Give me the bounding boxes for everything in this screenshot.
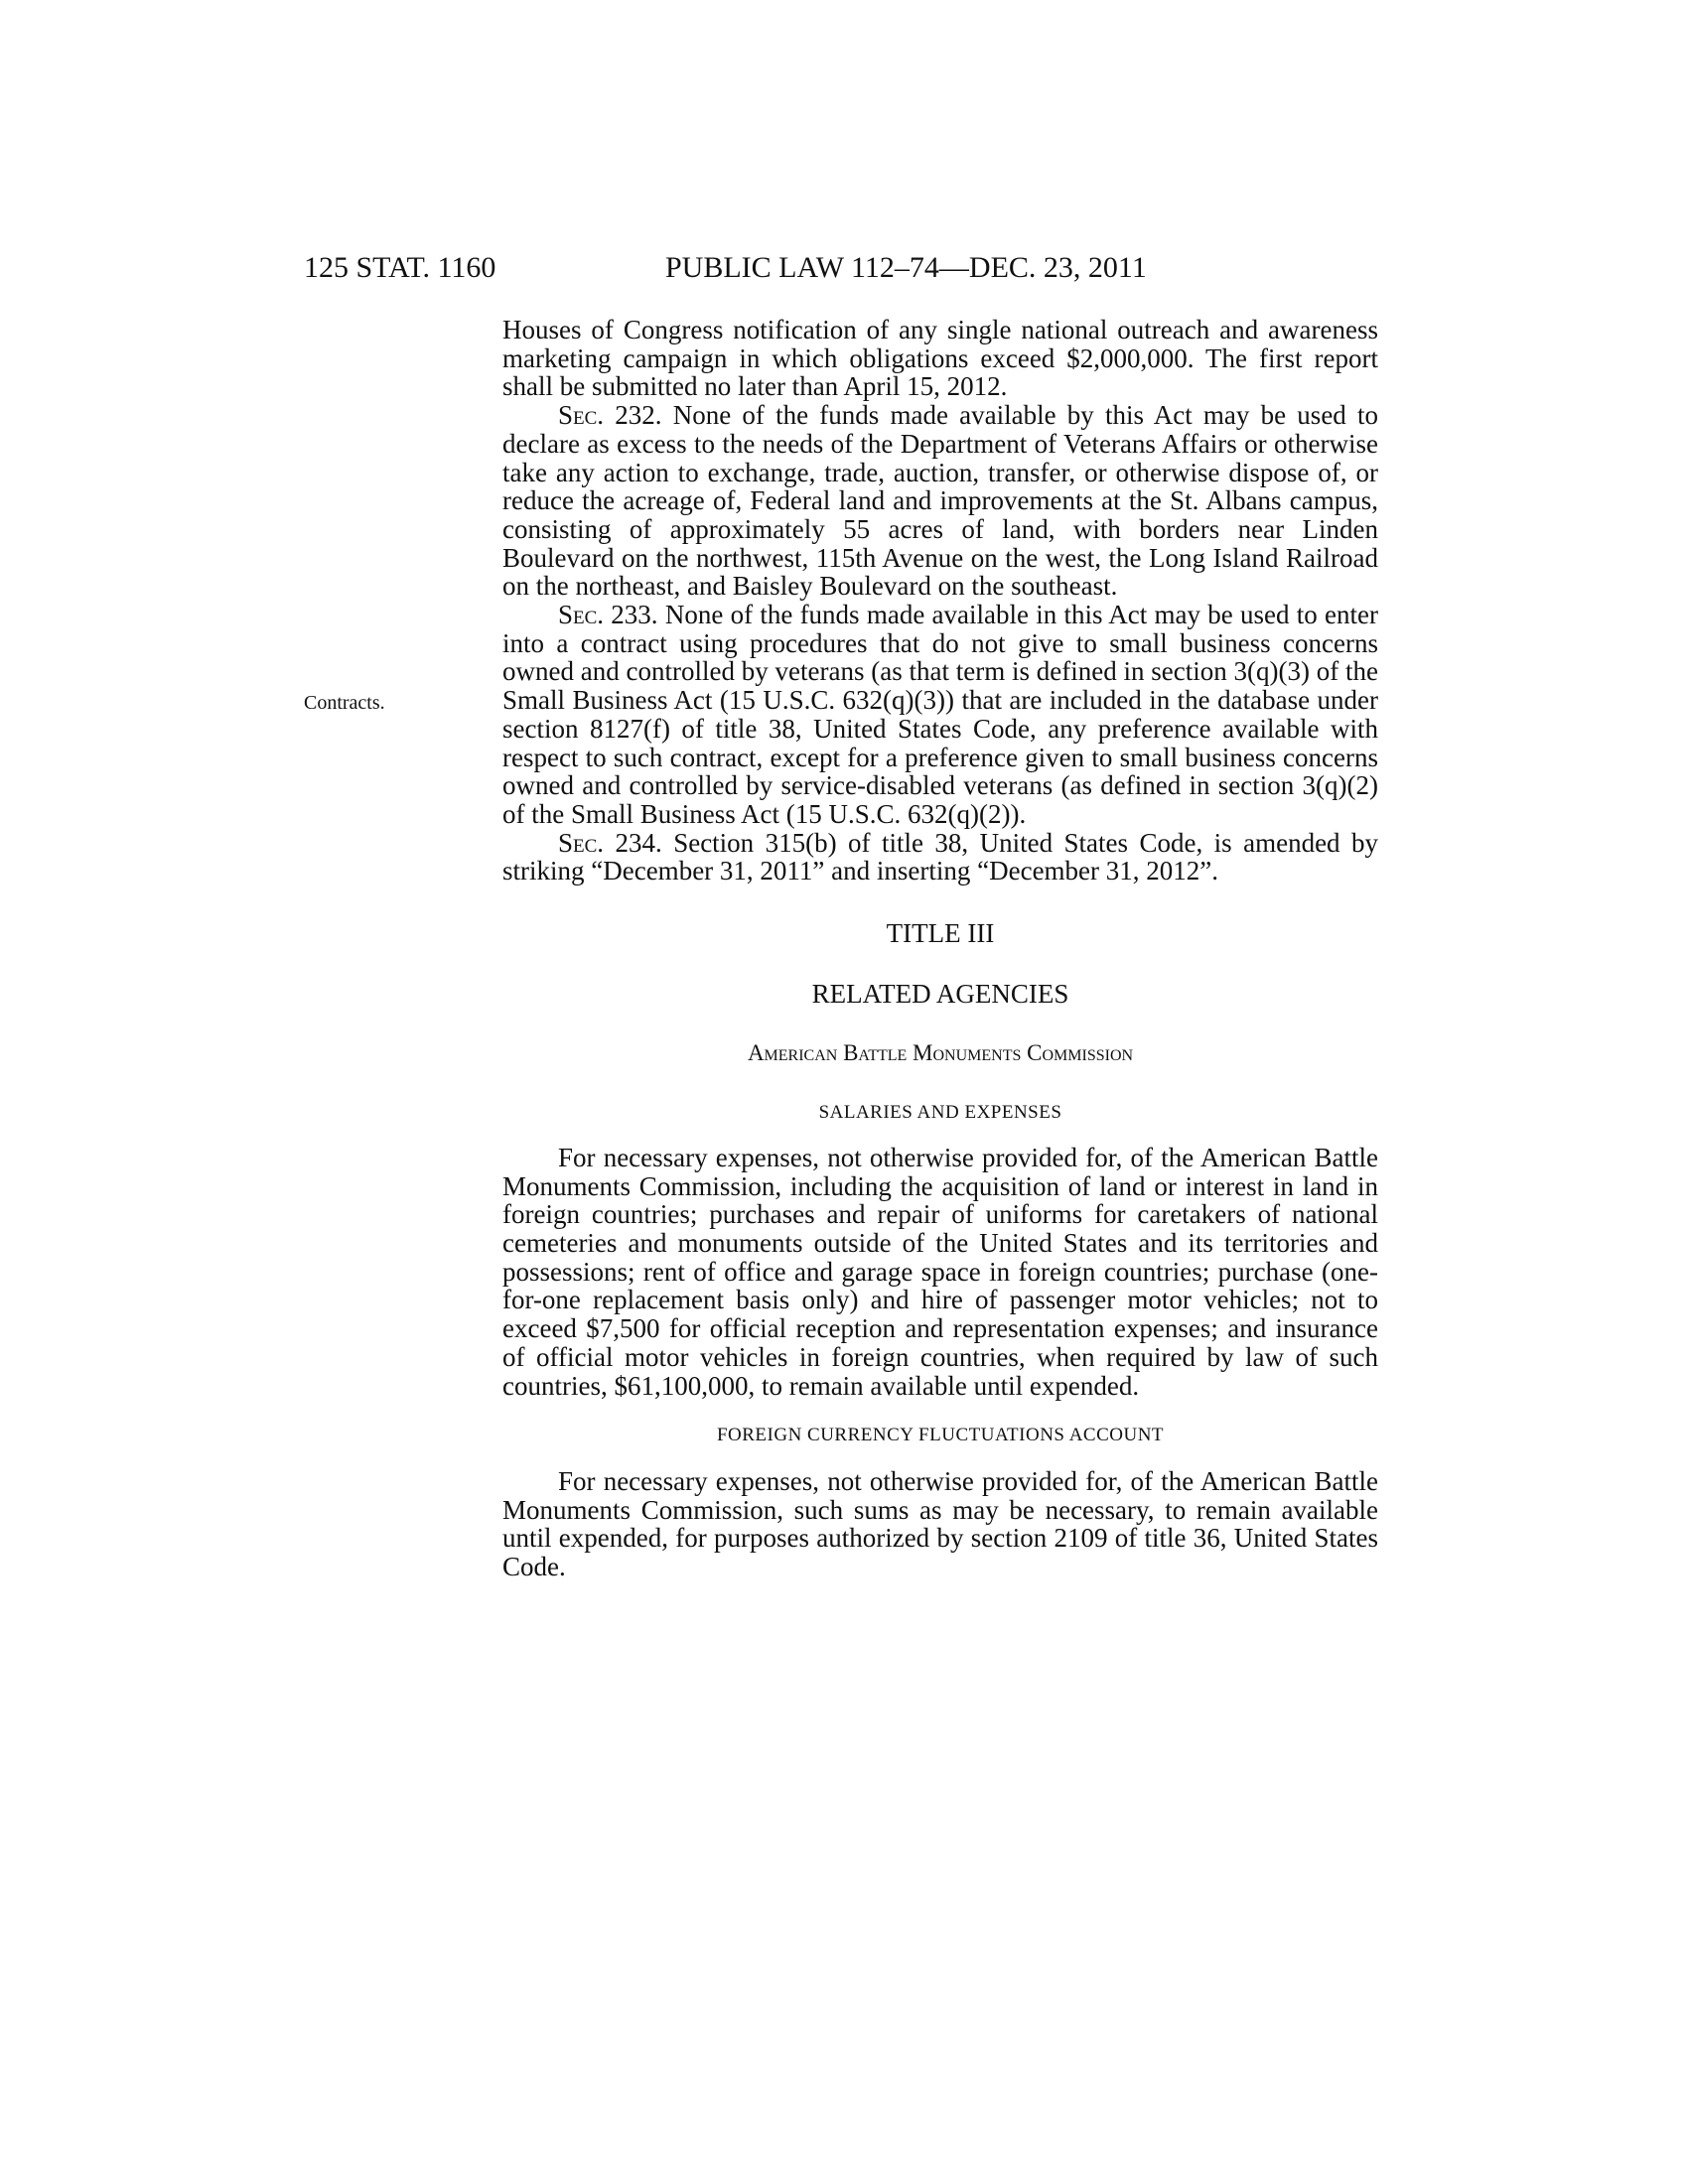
currency-heading: FOREIGN CURRENCY FLUCTUATIONS ACCOUNT <box>716 1425 1165 1446</box>
section-number: 232. <box>604 400 673 431</box>
section-233 <box>502 601 1378 829</box>
section-number: 233. <box>604 600 665 630</box>
stat-reference: 125 STAT. 1160 <box>304 251 496 284</box>
salaries-heading: SALARIES AND EXPENSES <box>818 1102 1062 1124</box>
section-label: Sec. <box>558 400 605 431</box>
continuation-paragraph: Houses of Congress notification of any single national outreach and awareness marketing campaign in which obligations exceed $2,000,000. The first report shall be submitted no later than April 15, 2012. <box>502 315 1378 402</box>
section-label: Sec. <box>558 827 605 858</box>
title-name: RELATED AGENCIES <box>811 978 1069 1009</box>
document-body <box>502 316 1378 1581</box>
section-234 <box>502 829 1378 886</box>
currency-paragraph: For necessary expenses, not otherwise provided for, of the American Battle Monuments Commission, such sums as may be necessary, to remain available until expended, for purposes authorized by section 2109 of title 36, United States Code. <box>502 1465 1378 1582</box>
section-232 <box>502 401 1378 601</box>
margin-note-contracts: Contracts. <box>304 692 385 714</box>
section-text: Section 315(b) of title 38, United States Code, is amended by striking “December 31, 2011” and inserting “December 31, 2012”. <box>502 827 1378 887</box>
public-law-reference: PUBLIC LAW 112–74—DEC. 23, 2011 <box>665 251 1147 284</box>
section-text: None of the funds made available by this Act may be used to declare as excess to the needs of the Department of Veterans Affairs or otherwise take any action to exchange, trade, auction, transfer, or otherwise dispose of, or reduce the acreage of, Federal land and improvements at the St. Albans campus, consisting of approximately 55 acres of land, with borders near Linden Boulevard on the northwest, 115th Avenue on the west, the Long Island Railroad on the northeast, and Baisley Boulevard on the southeast. <box>502 400 1379 602</box>
section-text: None of the funds made available in this Act may be used to enter into a contract using procedures that do not give to small business concerns owned and controlled by veterans (as that term is defined in section 3(q)(3) of the Small Business Act (15 U.S.C. 632(q)(3)) that are included in the database under section 8127(f) of title 38, United States Code, any preference available with respect to such contract, except for a preference given to small business concerns owned and controlled by service-disabled veterans (as defined in section 3(q)(2) of the Small Business Act (15 U.S.C. 632(q)(2)). <box>502 600 1379 829</box>
page-header <box>304 248 1396 288</box>
salaries-paragraph: For necessary expenses, not otherwise provided for, of the American Battle Monuments Commission, including the acquisition of land or interest in land in foreign countries; purchases and repair of uniforms for caretakers of national cemeteries and monuments outside of the United States and its territories and possessions; rent of office and garage space in foreign countries; purchase (one-for-one replacement basis only) and hire of passenger motor vehicles; not to exceed $7,500 for official reception and representation expenses; and insurance of official motor vehicles in foreign countries, when required by law of such countries, $61,100,000, to remain available until expended. <box>502 1142 1378 1401</box>
agency-heading: American Battle Monuments Commission <box>747 1040 1134 1066</box>
section-number: 234. <box>604 827 674 858</box>
title-heading: TITLE III <box>886 918 995 949</box>
section-label: Sec. <box>558 600 605 630</box>
